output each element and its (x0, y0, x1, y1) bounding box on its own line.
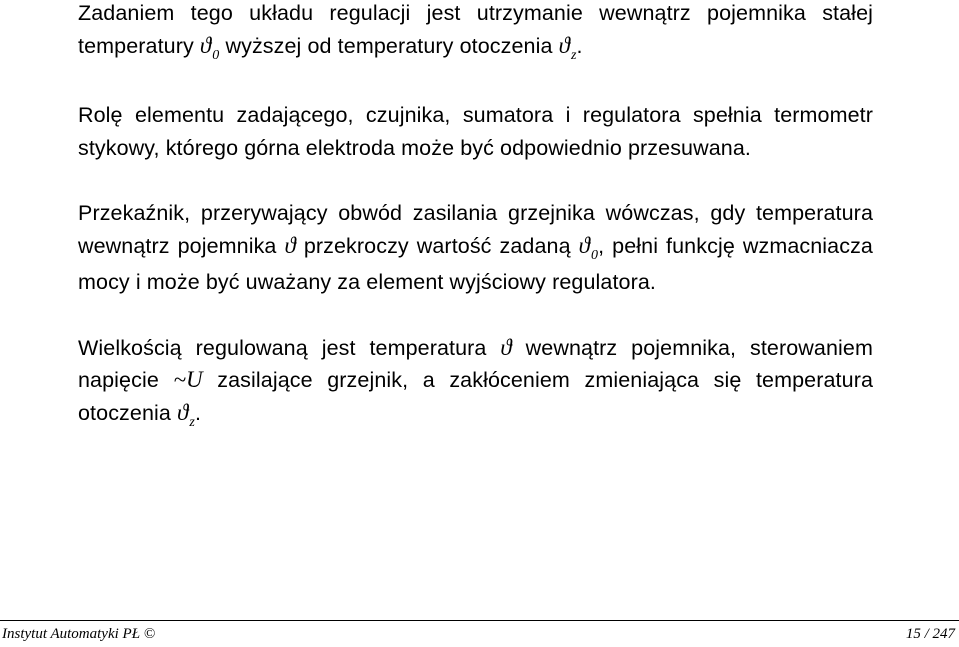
paragraph-text: Rolę elementu zadającego, czujnika, sumatora i regulatora spełnia termometr stykowy, którego górna elektroda może być odpowiednio przesuwana. (78, 103, 873, 160)
subscript: 0 (212, 47, 220, 63)
slide-content (78, 0, 873, 433)
theta-symbol: ϑ (578, 232, 590, 258)
subscript: 0 (591, 247, 599, 263)
paragraph-text: wyższej od temperatury otoczenia (219, 33, 559, 58)
paragraph-variables (78, 332, 873, 434)
paragraph-text: przekroczy wartość zadaną (295, 233, 579, 258)
paragraph-text: . (194, 400, 202, 425)
theta-symbol: ϑ (558, 32, 570, 58)
paragraph-text: Zadaniem tego układu regulacji jest utrzymanie wewnątrz pojemnika stałej temperatury (78, 1, 873, 58)
page-number: 15 / 247 (905, 626, 955, 642)
paragraph-text: , pełni funkcję wzmacniacza mocy i może być uważany za element wyjściowy regulatora. (78, 233, 873, 294)
theta-symbol: ϑ (199, 32, 212, 58)
paragraph-text: Wielkością regulowaną jest temperatura (78, 335, 501, 360)
subscript: z (570, 47, 577, 63)
paragraph-text: zasilające grzejnik, a zakłóceniem zmieniająca się temperatura otoczenia (78, 368, 874, 425)
theta-symbol: ϑ (177, 399, 189, 425)
paragraph-text: . (576, 33, 583, 58)
footer-divider (0, 620, 959, 621)
paragraph-goal (78, 0, 873, 66)
voltage-symbol: ~U (173, 367, 203, 392)
paragraph-text: wewnątrz pojemnika, sterowaniem napięcie (78, 335, 873, 392)
theta-symbol: ϑ (284, 232, 296, 258)
paragraph-roles (78, 99, 873, 164)
paragraph-relay (78, 197, 873, 299)
theta-symbol: ϑ (500, 334, 512, 360)
footer-institution: Instytut Automatyki PŁ © (2, 626, 156, 642)
subscript: z (189, 414, 195, 430)
paragraph-text: Przekaźnik, przerywający obwód zasilania grzejnika wówczas, gdy temperatura wewnątrz pojemnika (78, 201, 873, 258)
